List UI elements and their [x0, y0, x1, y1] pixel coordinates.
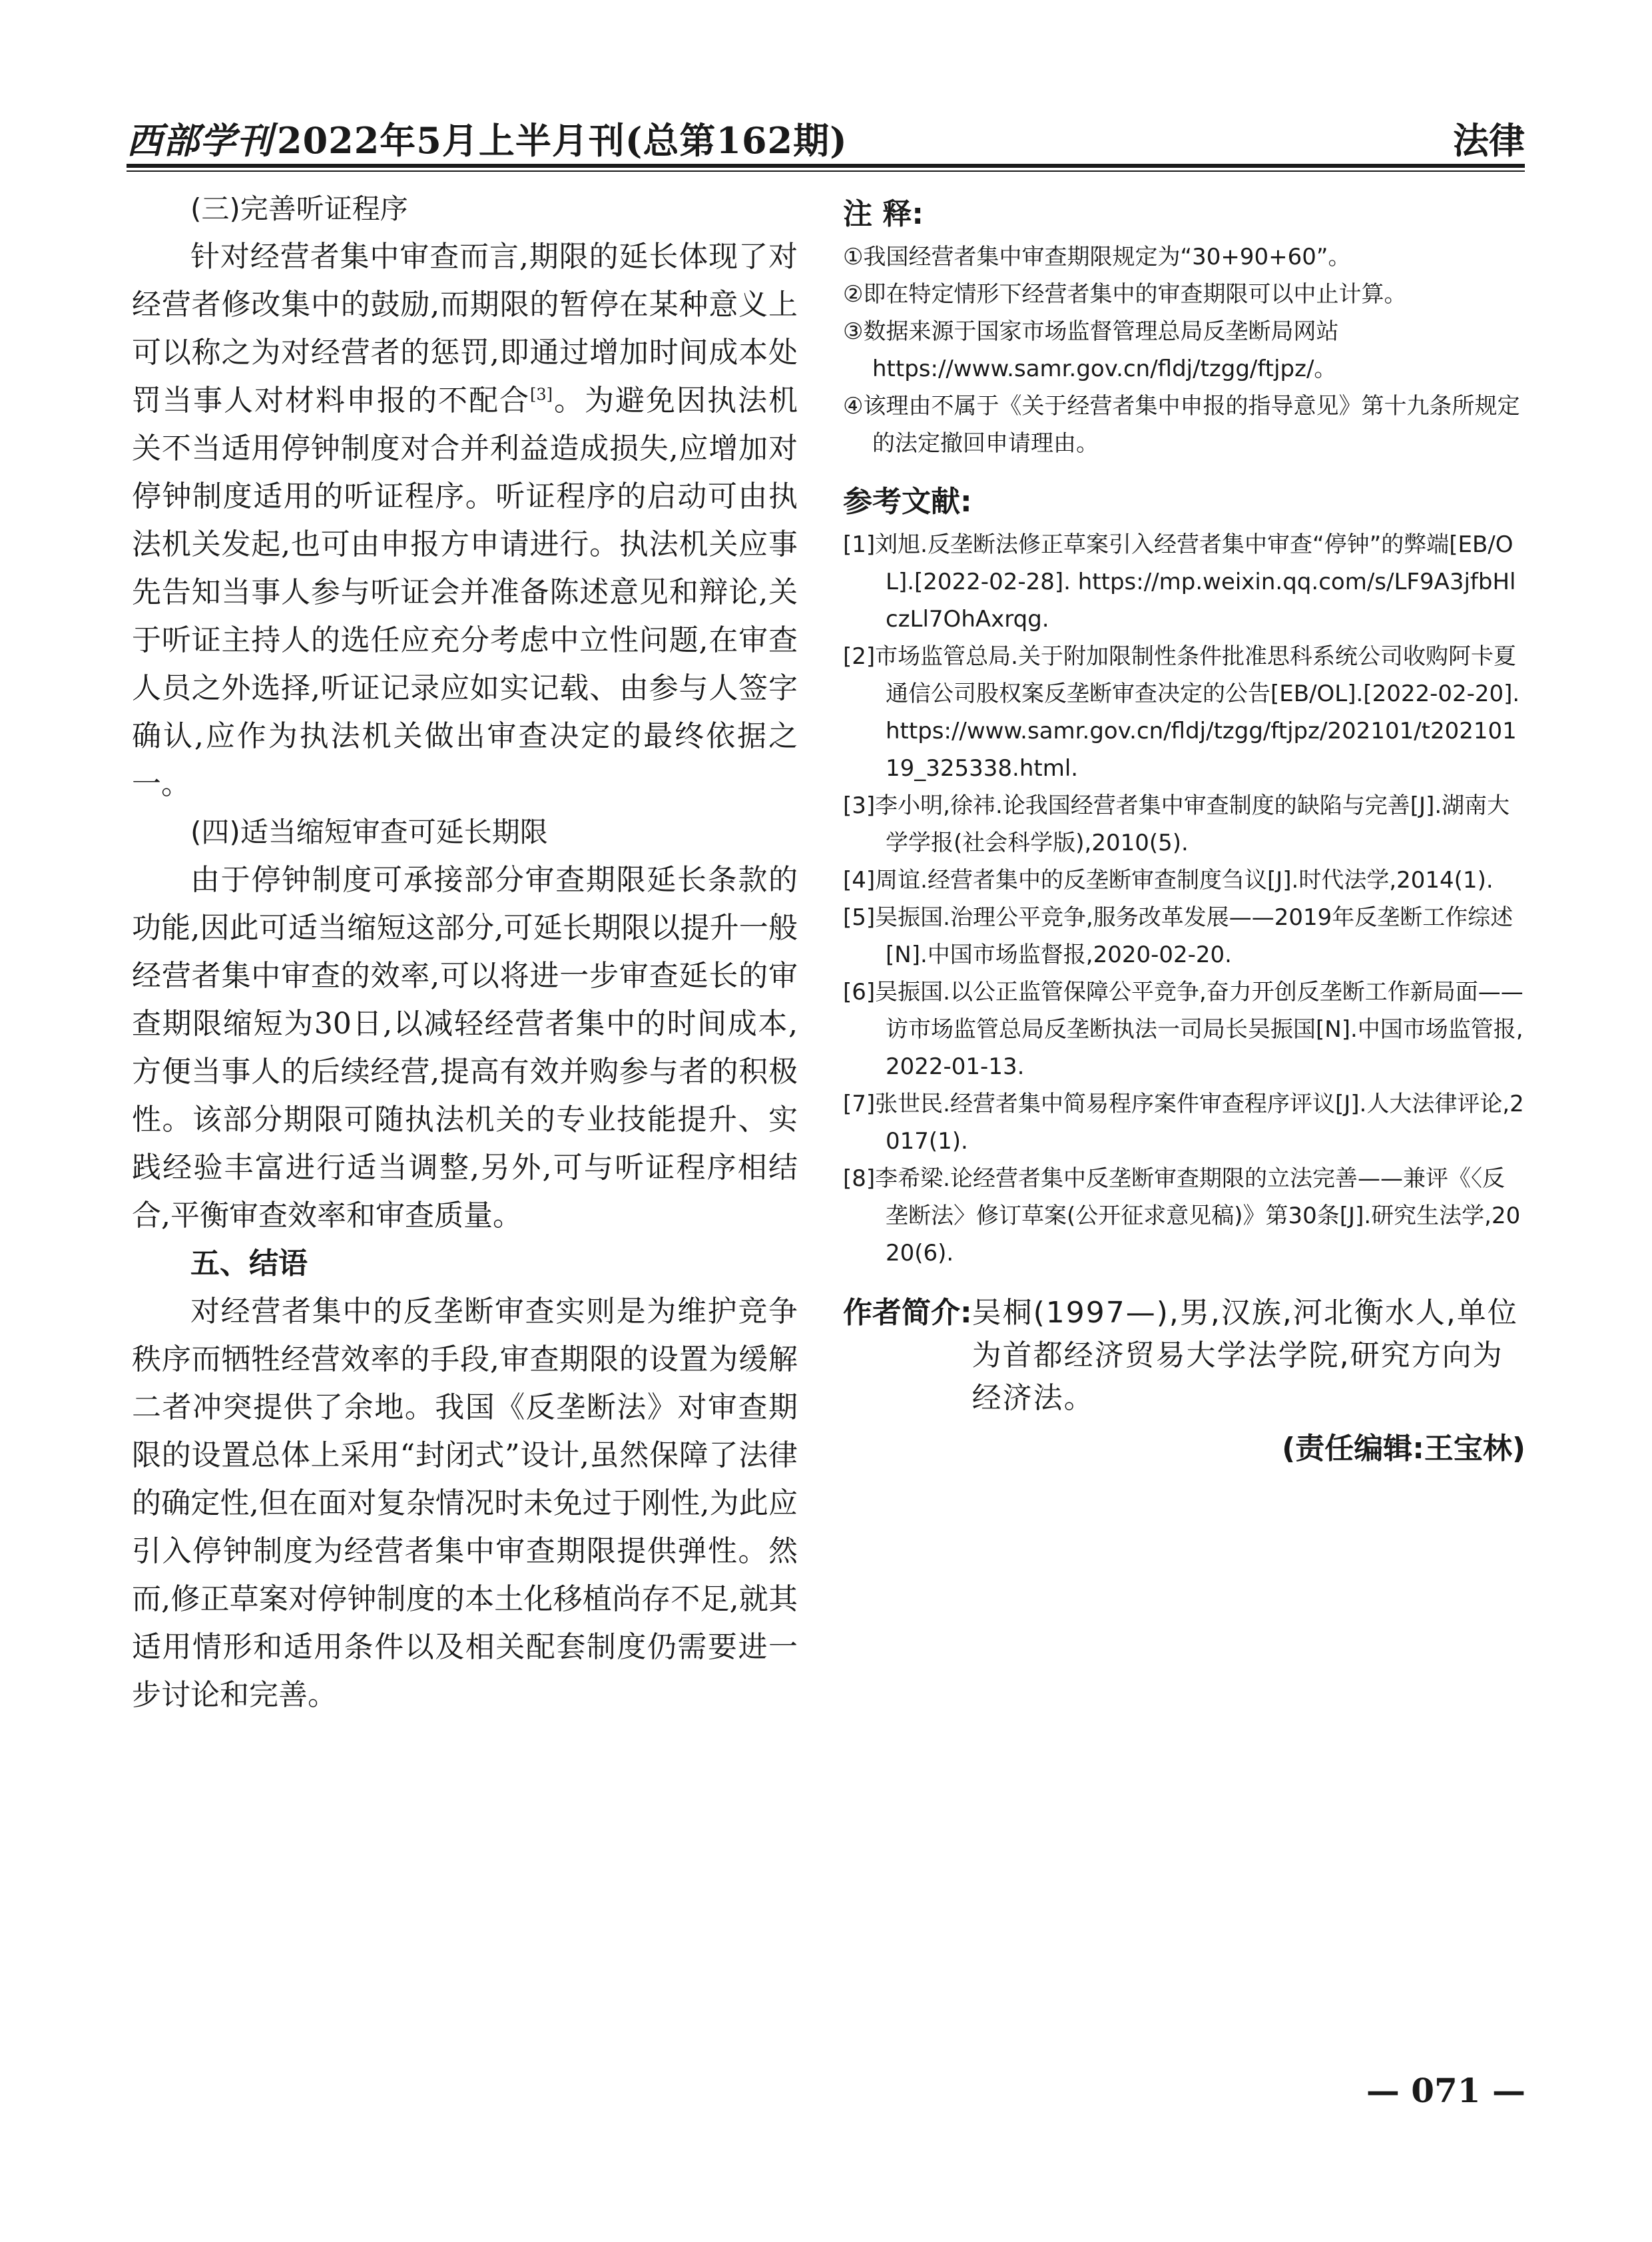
note-item: ③数据来源于国家市场监督管理总局反垄断局网站 https://www.samr.gov.cn/fldj/tzgg/ftjpz/。: [843, 318, 1339, 382]
issue-info: 2022年5月上半月刊(总第162期): [277, 119, 848, 162]
reference-item: [3]李小明,徐祎.论我国经营者集中审查制度的缺陷与完善[J].湖南大学学报(社会科学版),2010(5).: [843, 792, 1510, 856]
note-item: ①我国经营者集中审查期限规定为“30+90+60”。: [843, 244, 1351, 270]
paragraph-2: 由于停钟制度可承接部分审查期限延长条款的功能,因此可适当缩短这部分,可延长期限以提升一般经营者集中审查的效率,可以将进一步审查延长的审查期限缩短为30日,以减轻经营者集中的时间成本,方便当事人的后续经营,提高有效并购参与者的积极性。该部分期限可随执法机关的专业技能提升、实践经验丰富进行适当调整,另外,可与听证程序相结合,平衡审查效率和审查质量。: [132, 863, 798, 1233]
editor-credit: (责任编辑:王宝林): [1282, 1432, 1525, 1466]
notes-heading: 注 释:: [843, 197, 924, 231]
paragraph-1-tail: 。为避免因执法机关不当适用停钟制度对合并利益造成损失,应增加对停钟制度适用的听证程序。听证程序的启动可由执法机关发起,也可由申报方申请进行。执法机关应事先告知当事人参与听证会并准备陈述意见和辩论,关于听证主持人的选任应充分考虑中立性问题,在审查人员之外选择,听证记录应如实记载、由参与人签字确认,应作为执法机关做出审查决定的最终依据之一。: [132, 384, 798, 801]
paragraph-3: 对经营者集中的反垄断审查实则是为维护竞争秩序而牺牲经营效率的手段,审查期限的设置为缓解二者冲突提供了余地。我国《反垄断法》对审查期限的设置总体上采用“封闭式”设计,虽然保障了法律的确定性,但在面对复杂情况时未免过于刚性,为此应引入停钟制度为经营者集中审查期限提供弹性。然而,修正草案对停钟制度的本土化移植尚存不足,就其适用情形和适用条件以及相关配套制度仍需要进一步讨论和完善。: [132, 1294, 798, 1712]
reference-item: [7]张世民.经营者集中简易程序案件审查程序评议[J].人大法律评论,2017(1).: [843, 1091, 1524, 1155]
reference-item: [2]市场监管总局.关于附加限制性条件批准思科系统公司收购阿卡夏通信公司股权案反垄断审查决定的公告[EB/OL].[2022-02-20]. https://www.samr.gov.cn/fldj/tzgg/ftjpz/202101/t20210119_325338.html.: [843, 643, 1520, 782]
note-item: ②即在特定情形下经营者集中的审查期限可以中止计算。: [843, 281, 1407, 308]
reference-item: [6]吴振国.以公正监管保障公平竞争,奋力开创反垄断工作新局面——访市场监管总局反垄断执法一司局长吴振国[N].中国市场监管报,2022-01-13.: [843, 979, 1523, 1080]
reference-item: [4]周谊.经营者集中的反垄断审查制度刍议[J].时代法学,2014(1).: [843, 867, 1494, 894]
journal-logo: 西部学刊: [127, 119, 273, 162]
reference-item: [8]李希梁.论经营者集中反垄断审查期限的立法完善——兼评《〈反垄断法〉修订草案(公开征求意见稿)》第30条[J].研究生法学,2020(6).: [843, 1165, 1521, 1266]
reference-item: [5]吴振国.治理公平竞争,服务改革发展——2019年反垄断工作综述[N].中国市场监督报,2020-02-20.: [843, 904, 1514, 968]
journal-masthead: [127, 113, 848, 164]
author-text: 吴桐(1997—),男,汉族,河北衡水人,单位为首都经济贸易大学法学院,研究方向为经济法。: [971, 1296, 1518, 1415]
header-rule-thick: [127, 164, 1525, 168]
references: [843, 481, 1525, 1272]
subheading-4: (四)适当缩短审查可延长期限: [190, 816, 548, 848]
citation-3: [3]: [530, 385, 553, 404]
header-rule-thin: [127, 170, 1525, 172]
references-heading: 参考文献:: [843, 485, 972, 519]
note-item: ④该理由不属于《关于经营者集中申报的指导意见》第十九条所规定的法定撤回申请理由。: [843, 393, 1520, 457]
section-label: 法律: [1453, 120, 1525, 162]
subheading-3: (三)完善听证程序: [190, 192, 408, 225]
left-column: [132, 185, 798, 1719]
author-bio: [843, 1292, 1525, 1420]
author-label: 作者简介:: [843, 1296, 972, 1330]
page-header: [127, 110, 1525, 163]
page-number: — 071 —: [1366, 2071, 1525, 2110]
paragraph-1-text: 针对经营者集中审查而言,期限的延长体现了对经营者修改集中的鼓励,而期限的暂停在某种意义上可以称之为对经营者的惩罚,即通过增加时间成本处罚当事人对材料申报的不配合: [132, 240, 798, 418]
paragraph-1: [132, 233, 798, 808]
reference-item: [1]刘旭.反垄断法修正草案引入经营者集中审查“停钟”的弊端[EB/OL].[2022-02-28]. https://mp.weixin.qq.com/s/LF9A3jfbHlczLl7OhAxrqg.: [843, 531, 1516, 633]
right-column: [843, 193, 1525, 1470]
section-heading-conclusion: 五、结语: [190, 1247, 308, 1280]
